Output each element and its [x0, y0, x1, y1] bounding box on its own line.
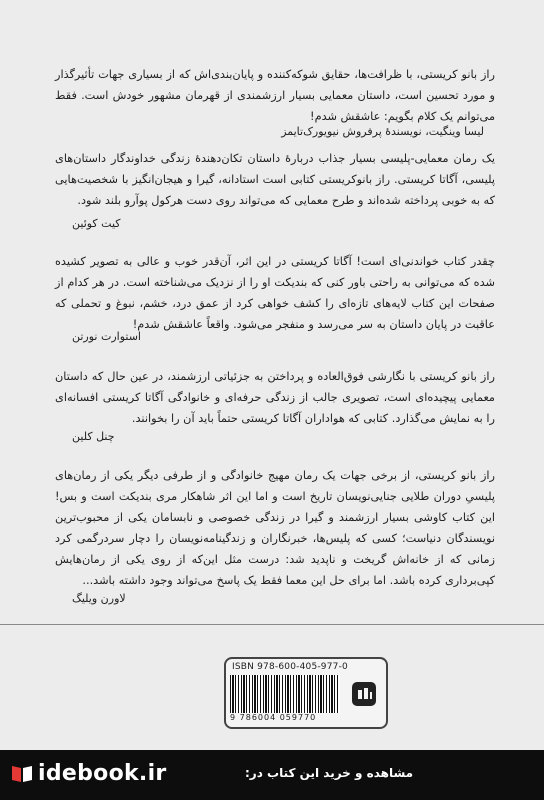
isbn-box [224, 657, 388, 729]
book-icon [10, 761, 34, 785]
publisher-logo-icon [351, 681, 377, 707]
brand-link[interactable] [10, 756, 167, 790]
brand-name: idebook.ir [38, 760, 167, 786]
review-2-text: یک رمان معمایی-پلیسی بسیار جذاب دربارهٔ داستان تکان‌دهندهٔ زندگی خداوندگار داستان‌های پلیسی، آگاتا کریستی. راز بانوکریستی کتابی است استادانه، گیرا و هیجان‌انگیز با شخصیت‌هایی که به خوبی پرداخته شده‌اند و طرح معمایی که می‌تواند روی دست هرکول پوآرو بلند شود. [55, 152, 495, 207]
review-2 [55, 148, 495, 211]
review-4-author: چنل کلین [72, 430, 115, 443]
review-4-text: راز بانو کریستی با نگارشی فوق‌العاده و پرداختن به جزئیاتی ارزشمند، در عین حال که داستان معمایی پیچیده‌ای است، تصویری جالب از زندگی حرفه‌ای و خانوادگی آگاتا کریستی افسانه‌ای را به نمایش می‌گذارد. کتابی که هواداران آگاتا کریستی حتماً باید آن را بخوانند. [55, 370, 495, 425]
review-4 [55, 366, 495, 429]
footer-cta-text: مشاهده و خرید این کتاب در: [245, 766, 414, 780]
review-3 [55, 251, 495, 335]
review-5-author: لاورن ویلیگ [72, 592, 126, 605]
review-5 [55, 465, 495, 591]
review-1-text: راز بانو کریستی، با ظرافت‌ها، حقایق شوکه‌کننده و پایان‌بندی‌اش که از بسیاری جهات تأثیرگذار و مورد تحسین است، داستان معمایی بسیار ارزشمندی از قهرمان مشهور خودش است. فقط می‌توانم یک کلام بگویم: عاشقش شدم! [55, 68, 495, 123]
review-1 [55, 64, 495, 127]
barcode-number: 9 786004 059770 [230, 713, 317, 722]
divider-line [0, 624, 544, 625]
review-1-author: لیسا وینگیت، نویسندهٔ پرفروش نیویورک‌تایمز [281, 125, 484, 138]
barcode [230, 675, 340, 713]
review-5-text: راز بانو کریستی، از برخی جهات یک رمان مهیج خانوادگی و از طرفی دیگر یکی از رمان‌های پلیسیِ دوران طلایی جنایی‌نویسان تاریخ است و اما این اثر شاهکار مری بندیکت است و بس! این کتاب کاوشی بسیار ارزشمند و گیرا در زندگی خصوصی و نابسامان یکی از محبوب‌ترین نویسندگان دنیاست؛ کسی که پلیس‌ها، خبرنگاران و زندگینامه‌نویسان را دچار سردرگمی کرد زمانی که از خانه‌اش گریخت و ناپدید شد: درست مثل این‌که از روی یکی از رمان‌هایش کپی‌برداری کرده باشد. اما برای حل این معما فقط یک پاسخ می‌تواند وجود داشته باشد... [55, 469, 495, 587]
review-3-author: استوارت نورتن [72, 330, 141, 343]
isbn-text: ISBN 978-600-405-977-0 [232, 662, 348, 672]
review-2-author: کیت کوئین [72, 217, 121, 230]
review-3-text: چقدر کتاب خواندنی‌ای است! آگاتا کریستی در این اثر، آن‌قدر خوب و عالی به تصویر کشیده شده که می‌توانی به راحتی باور کنی که بندیکت او را از نزدیک می‌شناخته است. در هر کدام از صفحات این کتاب لایه‌های تازه‌ای را کشف خواهی کرد از عمق درد، خشم، نبوغ و تحملی که عاقبت در پایان داستان به سر می‌رسد و منفجر می‌شود. واقعاً عاشقش شدم! [55, 255, 495, 331]
